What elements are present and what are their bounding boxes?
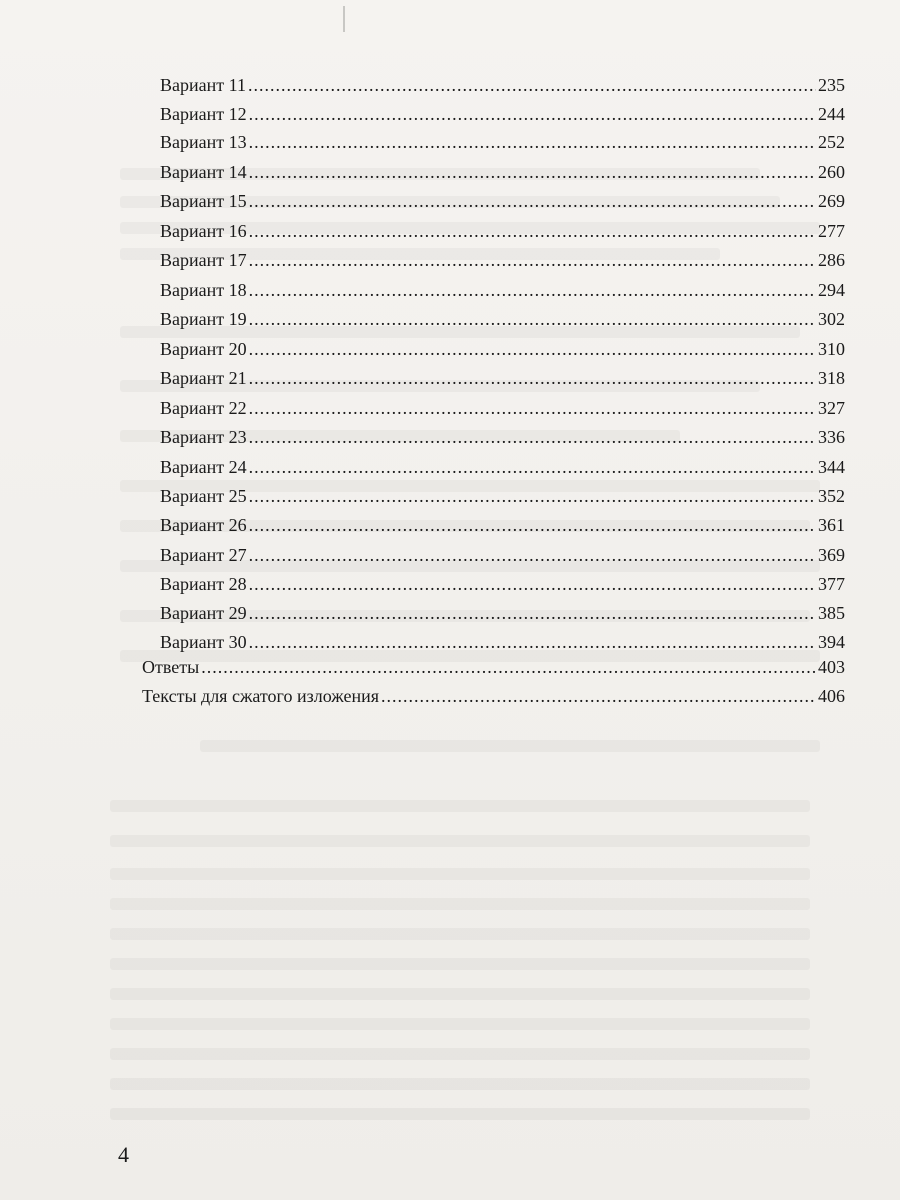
toc-entry-page: 260 — [818, 162, 845, 182]
toc-entry-page: 327 — [818, 398, 845, 418]
dot-leader — [249, 338, 816, 360]
toc-entry-page: 385 — [818, 603, 845, 623]
toc-entry — [160, 103, 845, 125]
dot-leader — [249, 367, 816, 389]
dot-leader — [249, 514, 816, 536]
dot-leader — [249, 456, 816, 478]
dot-leader — [249, 544, 816, 566]
dot-leader — [249, 249, 816, 271]
dot-leader — [249, 308, 816, 330]
toc-entry-page: 252 — [818, 132, 845, 152]
toc-entry-label: Вариант 26 — [160, 515, 247, 535]
toc-entry-page: 310 — [818, 339, 845, 359]
page-number: 4 — [118, 1142, 129, 1167]
toc-entry-page: 369 — [818, 545, 845, 565]
toc-entry-page: 277 — [818, 221, 845, 241]
toc-entry-page: 352 — [818, 486, 845, 506]
dot-leader — [249, 161, 816, 183]
toc-entry-page: 318 — [818, 368, 845, 388]
toc-entry-label: Вариант 11 — [160, 75, 246, 95]
toc-entry-label: Вариант 24 — [160, 457, 247, 477]
toc-entry-page: 394 — [818, 632, 845, 652]
toc-entry-label: Вариант 28 — [160, 574, 247, 594]
toc-entry-label: Вариант 29 — [160, 603, 247, 623]
toc-entry — [160, 190, 845, 212]
toc-entry-label: Вариант 20 — [160, 339, 247, 359]
toc-entry — [160, 220, 845, 242]
toc-entry-page: 294 — [818, 280, 845, 300]
dot-leader — [249, 397, 816, 419]
toc-entry-page: 269 — [818, 191, 845, 211]
toc-entry-label: Вариант 25 — [160, 486, 247, 506]
toc-entry-label: Вариант 22 — [160, 398, 247, 418]
dot-leader — [249, 103, 816, 125]
toc-entry-label: Вариант 19 — [160, 309, 247, 329]
toc-entry-label: Вариант 23 — [160, 427, 247, 447]
toc-entry-label: Тексты для сжатого изложения — [142, 686, 379, 706]
dot-leader — [249, 602, 816, 624]
dot-leader — [248, 74, 816, 96]
toc-entry — [160, 573, 845, 595]
toc-entry-answers — [142, 656, 845, 678]
toc-entry — [160, 631, 845, 653]
toc-entry-label: Вариант 17 — [160, 250, 247, 270]
toc-entry-page: 377 — [818, 574, 845, 594]
toc-entry — [160, 426, 845, 448]
toc-entry — [160, 74, 845, 96]
toc-entry — [160, 308, 845, 330]
toc-entry-page: 244 — [818, 104, 845, 124]
toc-entry — [160, 131, 845, 153]
toc-entry-page: 403 — [818, 657, 845, 677]
dot-leader — [201, 656, 816, 678]
toc-entry-texts — [142, 685, 845, 707]
dot-leader — [249, 426, 816, 448]
toc-entry — [160, 279, 845, 301]
toc-entry — [160, 485, 845, 507]
toc-entry-page: 344 — [818, 457, 845, 477]
toc-entry — [160, 367, 845, 389]
toc-entry-label: Вариант 27 — [160, 545, 247, 565]
toc-entry-label: Вариант 21 — [160, 368, 247, 388]
toc-entry-page: 406 — [818, 686, 845, 706]
toc-entry-page: 286 — [818, 250, 845, 270]
toc-entry-label: Вариант 12 — [160, 104, 247, 124]
toc-entry-label: Вариант 18 — [160, 280, 247, 300]
toc-entry — [160, 602, 845, 624]
toc-entry-page: 235 — [818, 75, 845, 95]
toc-entry-label: Вариант 15 — [160, 191, 247, 211]
toc-entry-label: Вариант 16 — [160, 221, 247, 241]
dot-leader — [249, 485, 816, 507]
dot-leader — [249, 131, 816, 153]
toc-entry — [160, 514, 845, 536]
toc-entry-page: 302 — [818, 309, 845, 329]
toc-entry — [160, 544, 845, 566]
toc-entry-page: 361 — [818, 515, 845, 535]
toc-entry-label: Вариант 14 — [160, 162, 247, 182]
dot-leader — [381, 685, 816, 707]
dot-leader — [249, 190, 816, 212]
dot-leader — [249, 573, 816, 595]
dot-leader — [249, 279, 816, 301]
toc-entry — [160, 338, 845, 360]
toc-entry — [160, 397, 845, 419]
dot-leader — [249, 220, 816, 242]
toc-entry-label: Ответы — [142, 657, 200, 677]
toc-entry-label: Вариант 13 — [160, 132, 247, 152]
toc-entry — [160, 456, 845, 478]
toc-entry-label: Вариант 30 — [160, 632, 247, 652]
toc-entry — [160, 161, 845, 183]
dot-leader — [249, 631, 816, 653]
toc-entry-page: 336 — [818, 427, 845, 447]
toc-entry — [160, 249, 845, 271]
